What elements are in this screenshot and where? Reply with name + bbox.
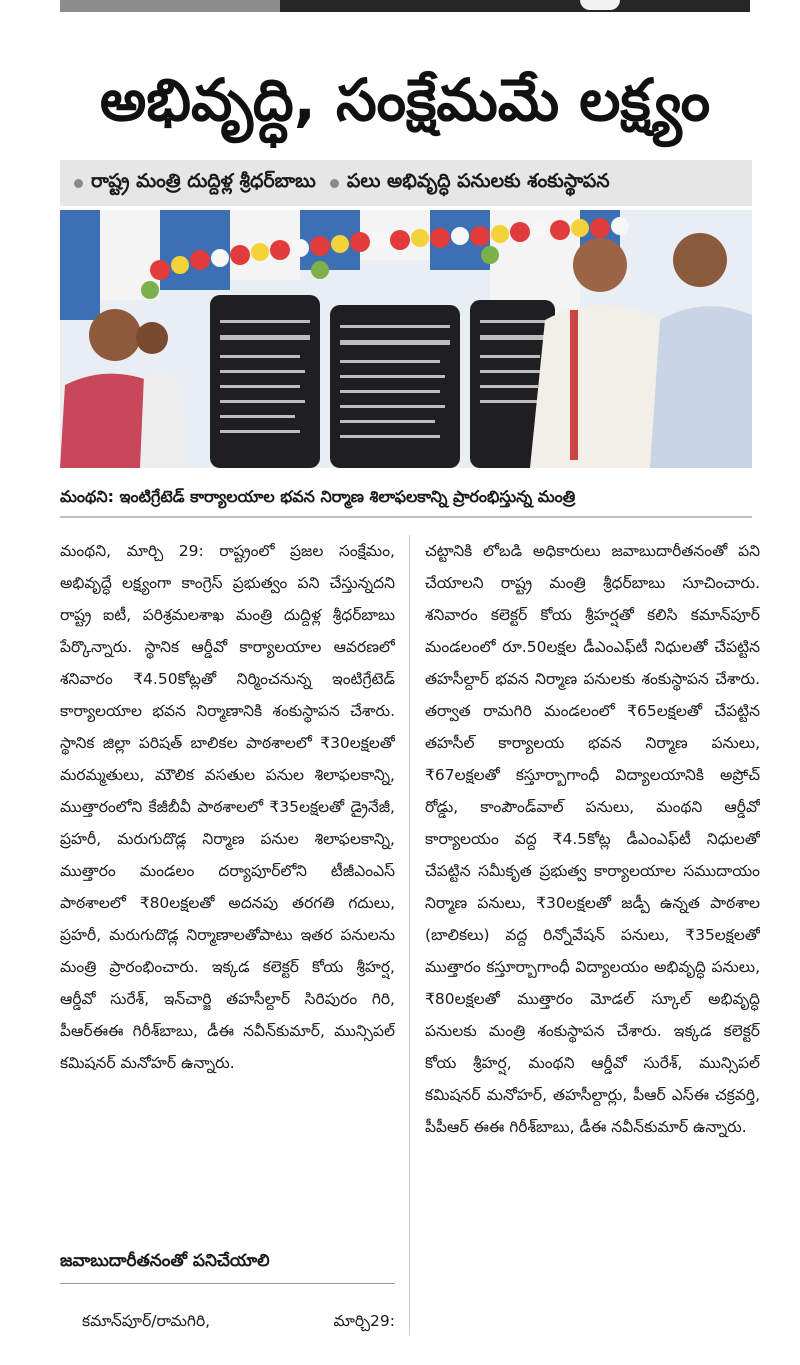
dateline-date: మార్చి29: xyxy=(333,1312,395,1330)
bullet-icon xyxy=(330,179,339,188)
masthead-logo-icon xyxy=(580,0,620,10)
masthead-bar-dark xyxy=(280,0,750,12)
article-subheading: జవాబుదారీతనంతో పనిచేయాలి xyxy=(60,1251,270,1271)
dateline xyxy=(60,1305,395,1337)
photo-caption: మంథని: ఇంటిగ్రేటెడ్ కార్యాలయాల భవన నిర్మాణ శిలాఫలకాన్ని ప్రారంభిస్తున్న మంత్రి xyxy=(60,487,576,506)
dateline-place: కమాన్‌పూర్/రామగిరి, xyxy=(82,1312,211,1330)
article-column-left: మంథని, మార్చి 29: రాష్ట్రంలో ప్రజల సంక్షేమం, అభివృద్ధే లక్ష్యంగా కాంగ్రెస్ ప్రభుత్వం పని చేస్తున్నదని రాష్ట్ర ఐటీ, పరిశ్రమలశాఖ మంత్రి దుద్దిళ్ల శ్రీధర్‌బాబు పేర్కొన్నారు. స్థానిక ఆర్డీవో కార్యాలయాల ఆవరణలో శనివారం ₹4.50కోట్లతో నిర్మించనున్న ఇంటిగ్రేటెడ్ కార్యాలయాల భవన నిర్మాణానికి శంకుస్థాపన చేశారు. స్థానిక జిల్లా పరిషత్ బాలికల పాఠశాలలో ₹30లక్షలతో మరమ్మతులు, మౌలిక వసతుల పనుల శిలాఫలకాన్ని, ముత్తారంలోని కేజీబీవీ పాఠశాలలో ₹35లక్షలతో డ్రైనేజీ, ప్రహరీ, మరుగుదొడ్ల నిర్మాణ పనుల శిలాఫలకాన్ని, ముత్తారం మండలం దర్యాపూర్‌లోని టీజీఎంఎస్ పాఠశాలలో ₹80లక్షలతో అదనపు తరగతి గదులు, ప్రహరీ, మరుగుదొడ్ల నిర్మాణాలతోపాటు ఇతర పనులను మంత్రి ప్రారంభించారు. ఇక్కడ కలెక్టర్ కోయ శ్రీహర్ష, ఆర్డీవో సురేశ్, ఇన్‌చార్జి తహసీల్దార్ సిరిపురం గిరి, పీఆర్‌ఈఈ గిరీశ్‌బాబు, డీఈ నవీన్‌కుమార్, మున్సిపల్ కమిషనర్ మనోహర్ ఉన్నారు. xyxy=(60,542,395,1072)
masthead-bar-grey xyxy=(60,0,280,12)
news-photo xyxy=(60,210,752,468)
article-column-right: చట్టానికి లోబడి అధికారులు జవాబుదారీతనంతో పని చేయాలని రాష్ట్ర మంత్రి శ్రీధర్‌బాబు సూచించారు. శనివారం కలెక్టర్ కోయ శ్రీహర్షతో కలిసి కమాన్‌పూర్ మండలంలో రూ.50లక్షల డీఎంఎఫ్‌టీ నిధులతో చేపట్టిన తహసీల్దార్ భవన నిర్మాణ పనులకు శంకుస్థాపన చేశారు. తర్వాత రామగిరి మండలంలో ₹65లక్షలతో చేపట్టిన తహసీల్ కార్యాలయ భవన నిర్మాణ పనులు, ₹67లక్షలతో కస్తూర్బాగాంధీ విద్యాలయానికి అప్రోచ్ రోడ్డు, కాంపౌండ్‌వాల్ పనులు, మంథని ఆర్డీవో కార్యాలయం వద్ద ₹4.5కోట్ల డీఎంఎఫ్‌టీ నిధులతో చేపట్టిన సమీకృత ప్రభుత్వ కార్యాలయాల సముదాయం నిర్మాణ పనులు, ₹30లక్షలతో జడ్పీ ఉన్నత పాఠశాల (బాలికలు) వద్ద రిన్నోవేషన్ పనులు, ₹35లక్షలతో ముత్తారం కస్తూర్బాగాంధీ విద్యాలయం అభివృద్ధి పనులు, ₹80లక్షలతో ముత్తారం మోడల్ స్కూల్ అభివృద్ధి పనులకు మంత్రి శంకుస్థాపన చేశారు. ఇక్కడ కలెక్టర్ కోయ శ్రీహర్ష, మంథని ఆర్డీవో సురేశ్, మున్సిపల్ కమిషనర్ మనోహర్, తహసీల్దార్లు, పీఆర్ ఎస్‌ఈ చక్రవర్తి, పీపీఆర్ ఈఈ గిరీశ్‌బాబు, డీఈ నవీన్‌కుమార్ ఉన్నారు. xyxy=(425,542,760,1136)
column-divider xyxy=(409,535,410,1335)
masthead-bar xyxy=(60,0,750,12)
headline: అభివృద్ధి, సంక్షేమమే లక్ష్యం xyxy=(99,66,711,134)
subheading-bar xyxy=(60,160,752,206)
subheading-divider xyxy=(60,1283,395,1284)
news-photo-illustration xyxy=(60,210,752,468)
caption-divider xyxy=(60,516,752,518)
subheading-2: పలు అభివృద్ధి పనులకు శంకుస్థాపన xyxy=(346,169,610,192)
subheading-1: రాష్ట్ర మంత్రి దుద్దిళ్ల శ్రీధర్‌బాబు xyxy=(91,169,316,192)
bullet-icon xyxy=(74,179,83,188)
